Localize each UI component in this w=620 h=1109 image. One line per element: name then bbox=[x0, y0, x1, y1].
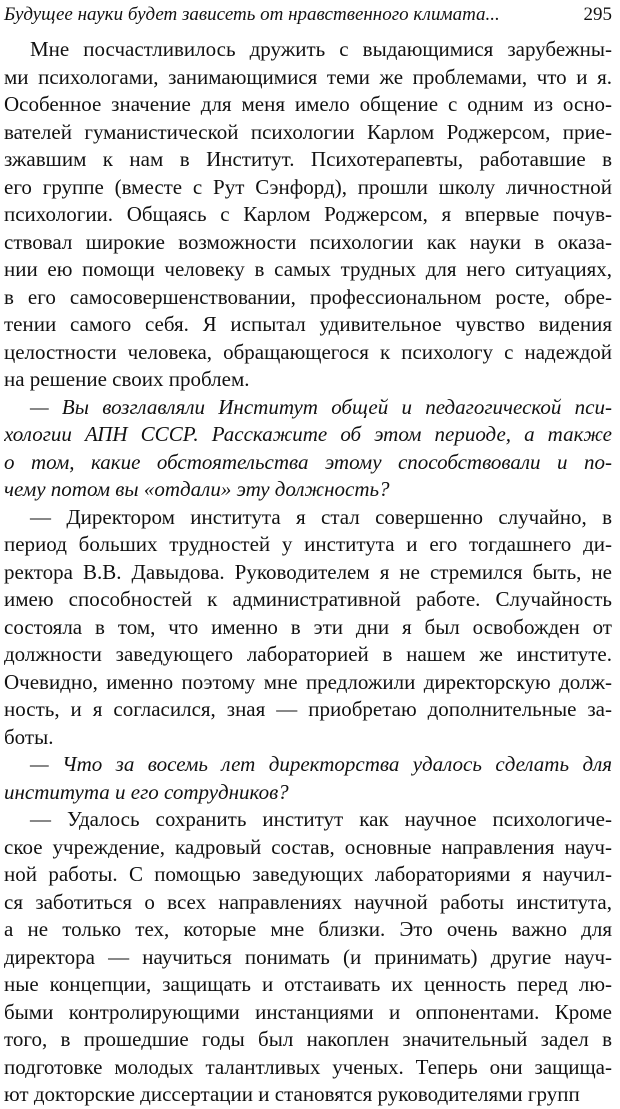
running-title: Будущее науки будет зависеть от нравственного климата... bbox=[4, 4, 500, 25]
text-line: ское учреждение, кадровый состав, основные направления науч- bbox=[4, 834, 612, 859]
text-line: психологии. Общаясь с Карлом Роджерсом, я впервые почув- bbox=[4, 202, 612, 226]
page-number: 295 bbox=[583, 4, 612, 25]
body-text bbox=[4, 36, 612, 1109]
text-line: ся заботиться о всех направлениях научной работы института, bbox=[4, 889, 612, 914]
text-line: института и его сотрудников? bbox=[4, 779, 289, 804]
text-line: имею способностей к административной работе. Случайность bbox=[4, 587, 612, 611]
text-line: — Удалось сохранить институт как научное психологиче- bbox=[30, 807, 612, 831]
text-line: Мне посчастливилось дружить с выдающимися зарубежны- bbox=[30, 37, 612, 61]
answer-paragraph bbox=[4, 504, 612, 752]
text-line: состояла в том, что именно в эти дни я был освобожден от bbox=[4, 614, 612, 639]
text-line: ют докторские диссертации и становятся руководителями групп bbox=[4, 1082, 580, 1106]
text-line: ные концепции, защищать и отстаивать их ценность перед лю- bbox=[4, 972, 612, 996]
text-line: директора — научиться понимать (и принимать) другие науч- bbox=[4, 944, 612, 969]
text-line: тении самого себя. Я испытал удивительное чувство видения bbox=[4, 312, 612, 336]
text-line: на решение своих проблем. bbox=[4, 367, 250, 391]
text-line: целостности человека, обращающегося к психологу с надеждой bbox=[4, 339, 612, 364]
text-line: ной работы. С помощью заведующих лабораториями я научил- bbox=[4, 862, 612, 886]
answer-paragraph bbox=[4, 36, 612, 394]
text-line: чему потом вы «отдали» эту должность? bbox=[4, 477, 390, 501]
text-line: в его самосовершенствовании, профессиональном росте, обре- bbox=[4, 284, 612, 309]
question-paragraph bbox=[4, 751, 612, 806]
text-line: боты. bbox=[4, 724, 54, 749]
text-line: подготовке молодых талантливых ученых. Теперь они защища- bbox=[4, 1054, 612, 1079]
text-line: хологии АПН СССР. Расскажите об этом периоде, а также bbox=[4, 422, 612, 446]
text-line: Очевидно, именно поэтому мне предложили директорскую долж- bbox=[4, 669, 612, 694]
text-line: того, в прошедшие годы был накоплен значительный задел в bbox=[4, 1027, 612, 1051]
answer-paragraph bbox=[4, 806, 612, 1109]
text-line: Особенное значение для меня имело общение с одним из осно- bbox=[4, 92, 612, 116]
text-line: а не только тех, которые мне близки. Это очень важно для bbox=[4, 917, 612, 941]
text-line: период больших трудностей у института и его тогдашнего ди- bbox=[4, 532, 612, 556]
text-line: вателей гуманистической психологии Карлом Роджерсом, прие- bbox=[4, 119, 612, 144]
text-line: — Директором института я стал совершенно случайно, в bbox=[30, 504, 612, 529]
question-paragraph bbox=[4, 394, 612, 504]
text-line: — Вы возглавляли Институт общей и педагогической пси- bbox=[30, 394, 612, 419]
text-line: ность, и я согласился, зная — приобретаю дополнительные за- bbox=[4, 697, 612, 721]
text-line: быми контролирующими инстанциями и оппонентами. Кроме bbox=[4, 999, 612, 1024]
text-line: нии ею помощи человеку в самых трудных для него ситуациях, bbox=[4, 257, 612, 281]
text-line: ми психологами, занимающимися теми же проблемами, что и я. bbox=[4, 64, 612, 89]
text-line: зжавшим к нам в Институт. Психотерапевты, работавшие в bbox=[4, 147, 612, 171]
text-line: — Что за восемь лет директорства удалось сделать для bbox=[30, 752, 612, 776]
text-line: ректора В.В. Давыдова. Руководителем я не стремился быть, не bbox=[4, 559, 612, 584]
text-line: его группе (вместе с Рут Сэнфорд), прошли школу личностной bbox=[4, 174, 612, 199]
text-line: должности заведующего лабораторией в нашем же институте. bbox=[4, 642, 612, 666]
text-line: ствовал широкие возможности психологии как науки в оказа- bbox=[4, 229, 612, 254]
text-line: о том, какие обстоятельства этому способствовали и по- bbox=[4, 449, 612, 474]
page-header bbox=[4, 3, 612, 29]
